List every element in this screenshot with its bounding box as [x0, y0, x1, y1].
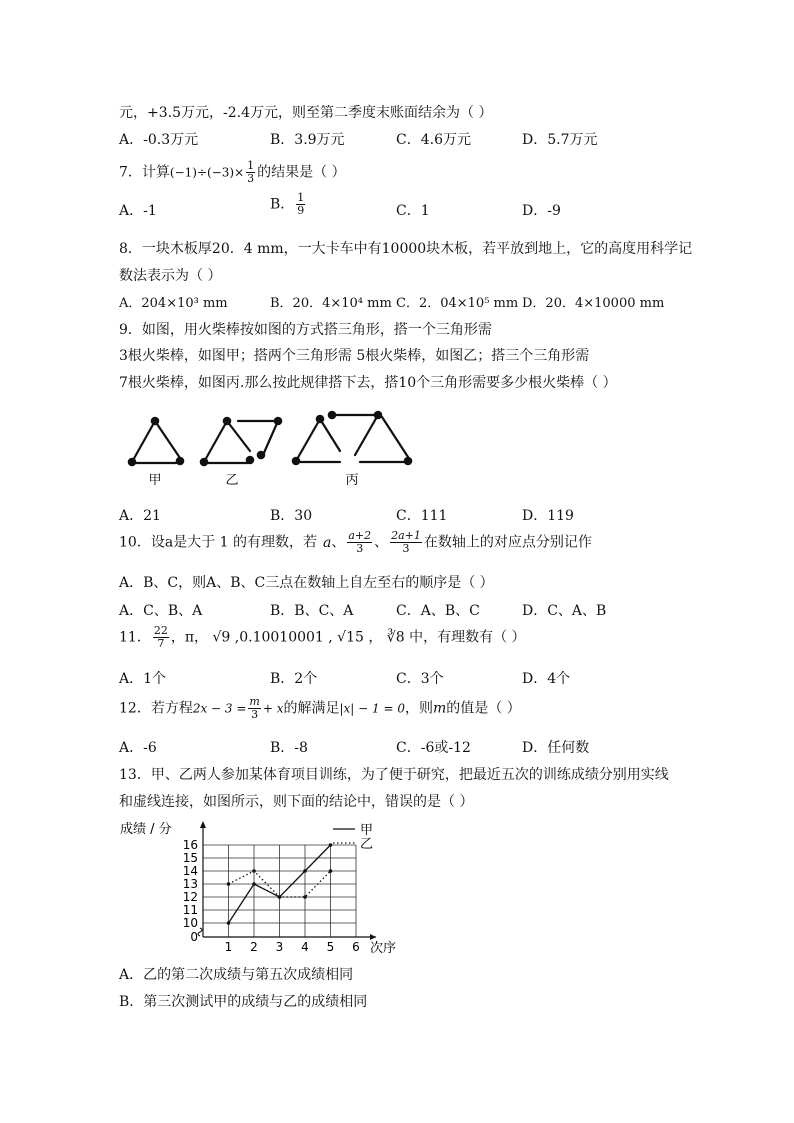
q10-line2: A．B、C，则A、B、C三点在数轴上自左至右的顺序是（ ） [119, 575, 494, 591]
q9-line2: 3根火柴棒，如图甲；搭两个三角形需 5根火柴棒，如图乙；搭三个三角形需 [119, 348, 590, 364]
q7-prefix: 7．计算 [119, 164, 170, 181]
x-tick-label-5: 5 [326, 940, 335, 954]
q9-line1: 9．如图，用火柴棒按如图的方式搭三角形，搭一个三角形需 [119, 322, 492, 338]
q6-option-c: C．4.6万元 [396, 132, 471, 148]
q12-mid: 的解满足 [283, 700, 340, 717]
q13-line2: 和虚线连接，如图所示，则下面的结论中，错误的是（ ） [119, 794, 474, 810]
data-point-yi-4 [303, 895, 307, 899]
q7-optb-den: 9 [297, 204, 305, 217]
q9-option-d: D．119 [522, 508, 574, 524]
q11-option-a: A．1个 [119, 671, 167, 687]
q10-prefix: 10．设a是大于 1 的有理数，若 [119, 534, 317, 551]
q12-option-d: D．任何数 [522, 740, 590, 756]
q8-options [119, 292, 679, 312]
q8-option-d: D．20．4×10000 mm [522, 296, 665, 311]
x-axis-label: 次序 [370, 941, 397, 956]
q11-option-c: C．3个 [396, 671, 444, 687]
y-tick-label-10: 10 [182, 916, 198, 930]
q8-line2: 数法表示为（ ） [119, 268, 222, 284]
q6-options [119, 129, 679, 149]
q7-frac-num: 1 [247, 159, 255, 172]
q10-f1-num: a+2 [348, 529, 372, 542]
q8-option-c: C．2．04×10⁵ mm [396, 296, 519, 311]
q6-option-a: A．-0.3万元 [119, 132, 199, 148]
x-tick-label-2: 2 [250, 940, 258, 954]
q10-option-c: C．A、B、C [396, 603, 480, 619]
y-tick-label-13: 13 [182, 877, 198, 891]
q11-rest: ，π， √9 ,0.10010001 , √15 ， ∛8 中，有理数有（ ） [170, 629, 526, 646]
q7-option-b-fraction [296, 192, 305, 217]
q12-f-num: m [249, 695, 260, 708]
q9-option-b: B．30 [270, 508, 313, 524]
q12-stem [119, 696, 521, 721]
data-point-yi-1 [227, 882, 231, 886]
data-point-jia-5 [329, 843, 333, 847]
q12-option-c: C．-6或-12 [396, 740, 471, 756]
y-tick-label-0: 0 [190, 930, 198, 944]
data-point-jia-2 [252, 882, 256, 886]
q8-line1: 8．一块木板厚20．4 mm，一大卡车中有10000块木板，若平放到地上，它的高度用科学记 [119, 241, 693, 257]
q10-option-d: D．C、A、B [522, 603, 607, 619]
q12-option-b: B．-8 [270, 740, 308, 756]
score-line-chart [118, 815, 397, 960]
figure-label-yi: 乙 [225, 473, 239, 488]
q9-line3: 7根火柴棒，如图丙.那么按此规律搭下去，搭10个三角形需要多少根火柴棒（ ） [119, 375, 617, 391]
q12-var-m: m [433, 700, 447, 717]
data-point-yi-2 [252, 869, 256, 873]
y-tick-label-11: 11 [182, 903, 198, 917]
q10-f2-den: 3 [402, 542, 410, 555]
data-point-yi-5 [329, 869, 333, 873]
q7-optb-num: 1 [297, 191, 305, 204]
q13-option-a: A．乙的第二次成绩与第五次成绩相同 [119, 967, 354, 983]
q11-f-num: 22 [153, 624, 168, 637]
y-tick-label-15: 15 [182, 851, 198, 865]
x-tick-label-6: 6 [352, 940, 360, 954]
matchstick-figures [120, 405, 430, 490]
q10-option-b: B．B、C、A [270, 603, 354, 619]
q12-end: 的值是（ ） [446, 700, 521, 717]
figure-yi-triangles [201, 418, 281, 465]
q7-option-b [270, 192, 307, 217]
q12-abs: |x| − 1 = 0 [339, 701, 405, 716]
q7-frac-den: 3 [247, 172, 255, 185]
q11-options [119, 668, 679, 688]
y-tick-label-14: 14 [182, 864, 198, 878]
q6-option-b: B．3.9万元 [270, 132, 345, 148]
q12-prefix: 12．若方程 [119, 700, 193, 717]
q10-sep-2: 、 [374, 534, 389, 551]
q8-option-a: A．204×10³ mm [119, 296, 228, 311]
q12-f-den: 3 [251, 708, 259, 721]
data-point-yi-3 [278, 895, 282, 899]
q9-option-a: A．21 [119, 508, 161, 524]
q12-option-a: A．-6 [119, 740, 157, 756]
q10-fraction-1 [347, 530, 372, 555]
x-tick-label-1: 1 [224, 940, 233, 954]
q13-line1: 13．甲、乙两人参加某体育项目训练，为了便于研究，把最近五次的训练成绩分别用实线 [119, 767, 669, 783]
q7-option-d: D．-9 [522, 203, 561, 219]
data-point-jia-1 [227, 921, 231, 925]
q11-f-den: 7 [157, 637, 165, 650]
x-tick-label-3: 3 [275, 940, 284, 954]
q10-sep-1: 、 [331, 534, 346, 551]
q12-fraction [248, 696, 260, 721]
q11-fraction [153, 625, 169, 650]
q7-option-b-label: B． [270, 196, 295, 213]
y-tick-label-16: 16 [182, 838, 198, 852]
q12-eq-left: 2x − 3 = [192, 701, 247, 716]
q9-options [119, 505, 679, 525]
q10-fraction-2 [390, 530, 422, 555]
q6-option-d: D．5.7万元 [522, 132, 598, 148]
data-point-jia-4 [303, 869, 307, 873]
q9-option-c: C．111 [396, 508, 448, 524]
q12-suffix: ，则 [405, 700, 433, 717]
legend-label-yi: 乙 [360, 837, 374, 852]
q11-option-d: D．4个 [522, 671, 571, 687]
q7-fraction [246, 160, 255, 185]
q10-suffix: 在数轴上的对应点分别记作 [423, 534, 592, 551]
y-axis-label: 成绩 / 分 [120, 822, 172, 837]
axis-break [198, 928, 202, 936]
q12-eq-right: + x [262, 701, 284, 716]
q11-option-b: B．2个 [270, 671, 318, 687]
q7-suffix: 的结果是（ ） [257, 164, 346, 181]
q7-option-c: C．1 [396, 203, 430, 219]
q10-stem [119, 530, 592, 555]
q7-option-a: A．-1 [119, 203, 157, 219]
y-tick-label-12: 12 [182, 890, 198, 904]
q13-option-b: B．第三次测试甲的成绩与乙的成绩相同 [119, 994, 368, 1010]
figure-label-bing: 丙 [345, 473, 359, 488]
q12-options [119, 737, 679, 757]
x-tick-label-4: 4 [301, 940, 309, 954]
figure-bing-triangles [293, 412, 411, 464]
figure-label-jia: 甲 [148, 473, 162, 488]
q11-stem [119, 625, 526, 650]
q10-f1-den: 3 [356, 542, 364, 555]
q10-option-a: A．C、B、A [119, 603, 203, 619]
q7-expr: (−1)÷(−3)× [169, 165, 245, 180]
q8-option-b: B．20．4×10⁴ mm [270, 296, 392, 311]
q7-stem [119, 160, 346, 185]
q7-options [119, 191, 679, 220]
q10-options [119, 600, 679, 620]
q10-f2-num: 2a+1 [391, 529, 421, 542]
x-axis-arrow [370, 934, 376, 940]
y-axis-arrow [200, 821, 206, 828]
q11-prefix: 11． [119, 629, 151, 646]
q10-var-a: a [322, 534, 332, 551]
legend-label-jia: 甲 [360, 823, 374, 838]
figure-jia-triangle [129, 418, 183, 465]
q6-text: 元，+3.5万元，-2.4万元，则至第二季度末账面结余为（ ） [119, 105, 493, 121]
